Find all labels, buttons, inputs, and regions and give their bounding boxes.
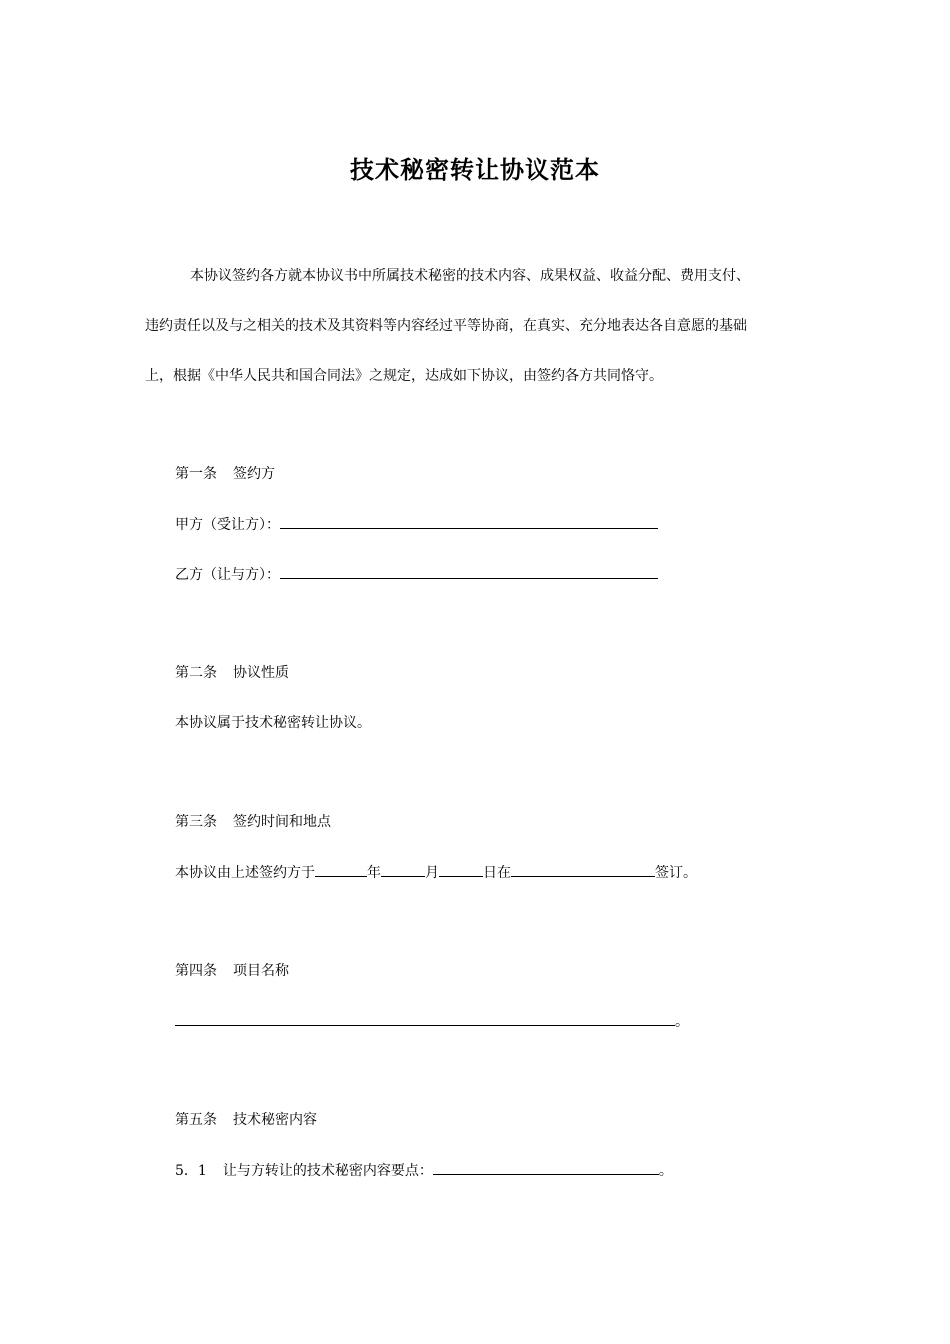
day-at-label: 日在 [483, 865, 511, 881]
intro-line-3: 上，根据《中华人民共和国合同法》之规定，达成如下协议，由签约各方共同恪守。 [145, 368, 663, 384]
article-4-heading [175, 961, 289, 981]
place-blank[interactable] [511, 862, 655, 877]
party-b-label: 乙方（让与方）： [175, 567, 280, 583]
article-1-number: 第一条 [175, 466, 217, 482]
project-name-blank[interactable] [175, 1011, 675, 1026]
article-1-title: 签约方 [233, 466, 275, 482]
party-a-row [175, 514, 658, 535]
intro-line-2: 违约责任以及与之相关的技术及其资料等内容经过平等协商，在真实、充分地表达各自意愿的基础 [145, 318, 747, 334]
article-5-title: 技术秘密内容 [233, 1112, 317, 1128]
party-a-label: 甲方（受让方）： [175, 517, 280, 533]
article-3-heading [175, 812, 331, 832]
clause-5-1-text: 让与方转让的技术秘密内容要点： [222, 1163, 433, 1179]
article-2-heading [175, 663, 289, 683]
party-a-blank[interactable] [280, 514, 658, 529]
document-title: 技术秘密转让协议范本 [350, 156, 600, 184]
year-label: 年 [367, 865, 381, 881]
article-2-body: 本协议属于技术秘密转让协议。 [175, 715, 371, 731]
party-b-blank[interactable] [280, 564, 658, 579]
clause-5-1-end: 。 [658, 1163, 673, 1179]
article-5-heading [175, 1110, 317, 1130]
clause-5-1-blank[interactable] [433, 1160, 659, 1175]
signing-text-end: 签订。 [655, 865, 697, 881]
article-3-title: 签约时间和地点 [233, 814, 331, 830]
month-blank[interactable] [381, 862, 425, 877]
intro-line-1: 本协议签约各方就本协议书中所属技术秘密的技术内容、成果权益、收益分配、费用支付、 [190, 268, 750, 284]
year-blank[interactable] [315, 862, 367, 877]
project-name-end: 。 [675, 1014, 689, 1030]
article-1-heading [175, 464, 275, 484]
day-blank[interactable] [439, 862, 483, 877]
article-4-title: 项目名称 [233, 963, 289, 979]
project-name-row [175, 1011, 689, 1032]
article-2-title: 协议性质 [233, 665, 289, 681]
clause-5-1-number: 5．1 [175, 1163, 207, 1179]
clause-5-1-row [175, 1160, 673, 1181]
month-label: 月 [425, 865, 439, 881]
signing-text-start: 本协议由上述签约方于 [175, 865, 315, 881]
article-5-number: 第五条 [175, 1112, 217, 1128]
article-2-number: 第二条 [175, 665, 217, 681]
article-4-number: 第四条 [175, 963, 217, 979]
article-3-number: 第三条 [175, 814, 217, 830]
article-3-body [175, 862, 697, 883]
party-b-row [175, 564, 658, 585]
